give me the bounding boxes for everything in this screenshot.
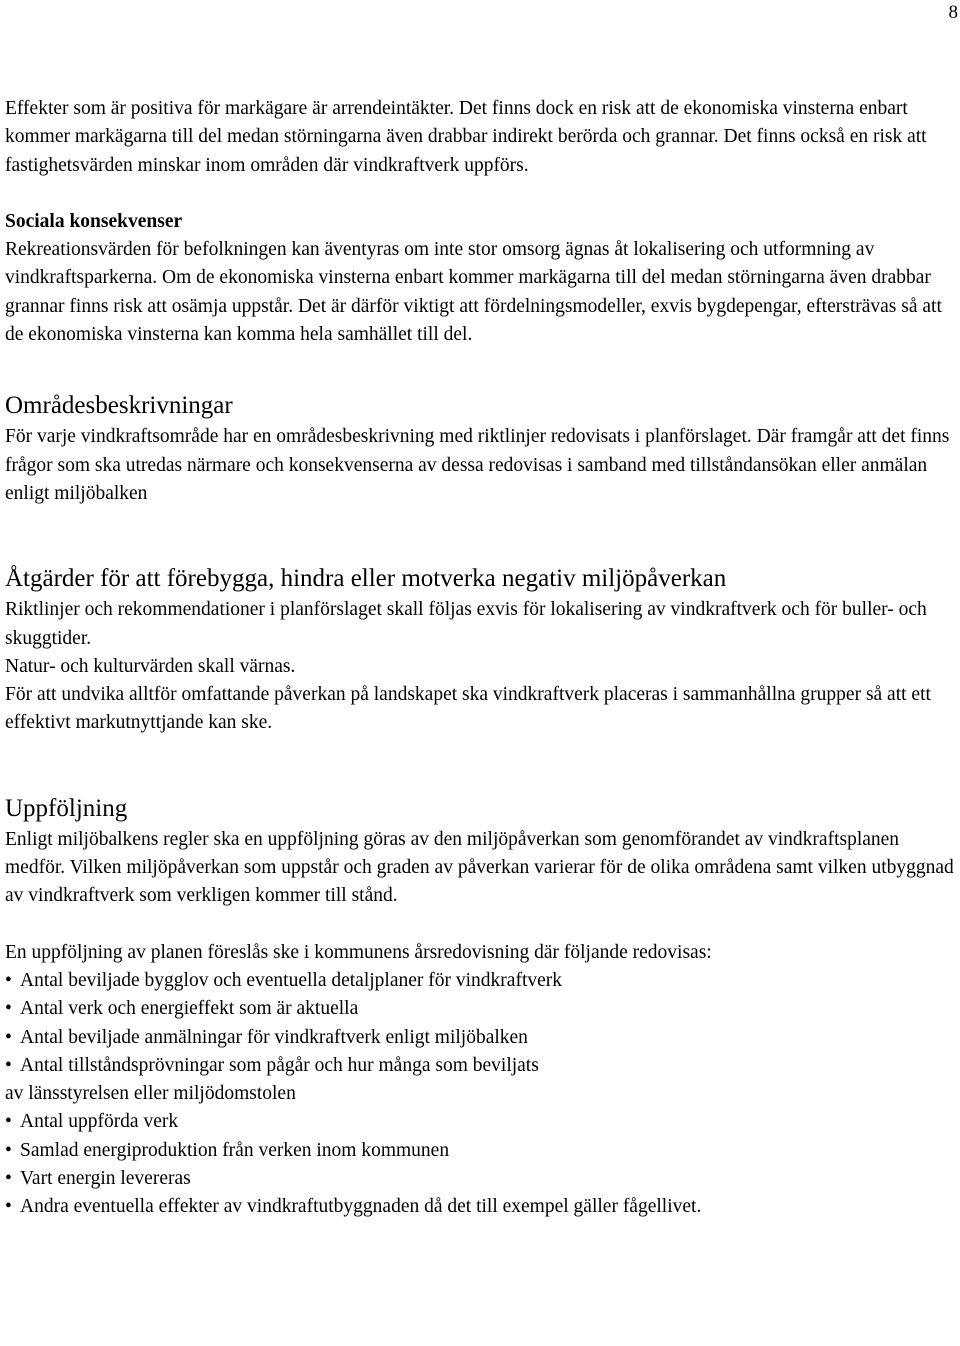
list-item: • Vart energin levereras	[5, 1165, 955, 1193]
document-body	[5, 95, 955, 1222]
measures-line-2: Natur- och kulturvärden skall värnas.	[5, 655, 296, 677]
list-item: • Antal uppförda verk	[5, 1108, 955, 1136]
list-item: • Antal beviljade bygglov och eventuella detaljplaner för vindkraftverk	[5, 967, 955, 995]
list-item: • Antal beviljade anmälningar för vindkraftverk enligt miljöbalken	[5, 1024, 955, 1052]
intro-paragraph: Effekter som är positiva för markägare är arrendeintäkter. Det finns dock en risk att de ekonomiska vinsterna enbart kommer markägarna till del medan störningarna även drabbar indirekt berörda och grannar. Det finns också en risk att fastighetsvärden minskar inom områden där vindkraftverk uppförs.	[5, 98, 927, 176]
followup-list-2	[5, 1108, 955, 1221]
list-item: • Samlad energiproduktion från verken inom kommunen	[5, 1137, 955, 1165]
list-continuation: av länsstyrelsen eller miljödomstolen	[5, 1083, 296, 1105]
area-descriptions-paragraph: För varje vindkraftsområde har en områdesbeskrivning med riktlinjer redovisats i planförslaget. Där framgår att det finns frågor som ska utredas närmare och konsekvenserna av dessa redovisas i samband med tillståndansökan eller anmälan enligt miljöbalken	[5, 426, 950, 504]
list-item: • Antal verk och energieffekt som är aktuella	[5, 995, 955, 1023]
list-item: • Antal tillståndsprövningar som pågår och hur många som beviljats	[5, 1052, 955, 1080]
measures-line-1: Riktlinjer och rekommendationer i planförslaget skall följas exvis för lokalisering av vindkraftverk och för buller- och skuggtider.	[5, 599, 927, 649]
area-descriptions-heading: Områdesbeskrivningar	[5, 392, 233, 420]
bullet-icon: •	[5, 1026, 12, 1048]
social-consequences-heading: Sociala konsekvenser	[5, 210, 183, 232]
bullet-icon: •	[5, 969, 12, 991]
page-number: 8	[948, 2, 958, 23]
list-item: • Andra eventuella effekter av vindkraftutbyggnaden då det till exempel gäller fågellivet.	[5, 1193, 955, 1221]
followup-paragraph: Enligt miljöbalkens regler ska en uppföljning göras av den miljöpåverkan som genomförandet av vindkraftsplanen medför. Vilken miljöpåverkan som uppstår och graden av påverkan varierar för de olika områdena samt vilken utbyggnad av vindkraftverk som verkligen kommer till stånd.	[5, 828, 954, 907]
measures-heading: Åtgärder för att förebygga, hindra eller motverka negativ miljöpåverkan	[5, 565, 727, 593]
followup-heading: Uppföljning	[5, 794, 128, 822]
followup-list-intro: En uppföljning av planen föreslås ske i kommunens årsredovisning där följande redovisas:	[5, 941, 712, 963]
bullet-icon: •	[5, 998, 12, 1020]
followup-list-1	[5, 967, 955, 1080]
bullet-icon: •	[5, 1111, 12, 1133]
bullet-icon: •	[5, 1139, 12, 1161]
bullet-icon: •	[5, 1168, 12, 1190]
social-consequences-paragraph: Rekreationsvärden för befolkningen kan äventyras om inte stor omsorg ägnas åt lokalisering och utformning av vindkraftsparkerna. Om de ekonomiska vinsterna enbart kommer markägarna till del medan störningarna även drabbar grannar finns risk att osämja uppstår. Det är därför viktigt att fördelningsmodeller, exvis bygdepengar, eftersträvas så att de ekonomiska vinsterna kan komma hela samhället till del.	[5, 239, 942, 346]
bullet-icon: •	[5, 1196, 12, 1218]
measures-line-3: För att undvika alltför omfattande påverkan på landskapet ska vindkraftverk placeras i sammanhållna grupper så att ett effektivt markutnyttjande kan ske.	[5, 684, 931, 734]
bullet-icon: •	[5, 1054, 12, 1076]
